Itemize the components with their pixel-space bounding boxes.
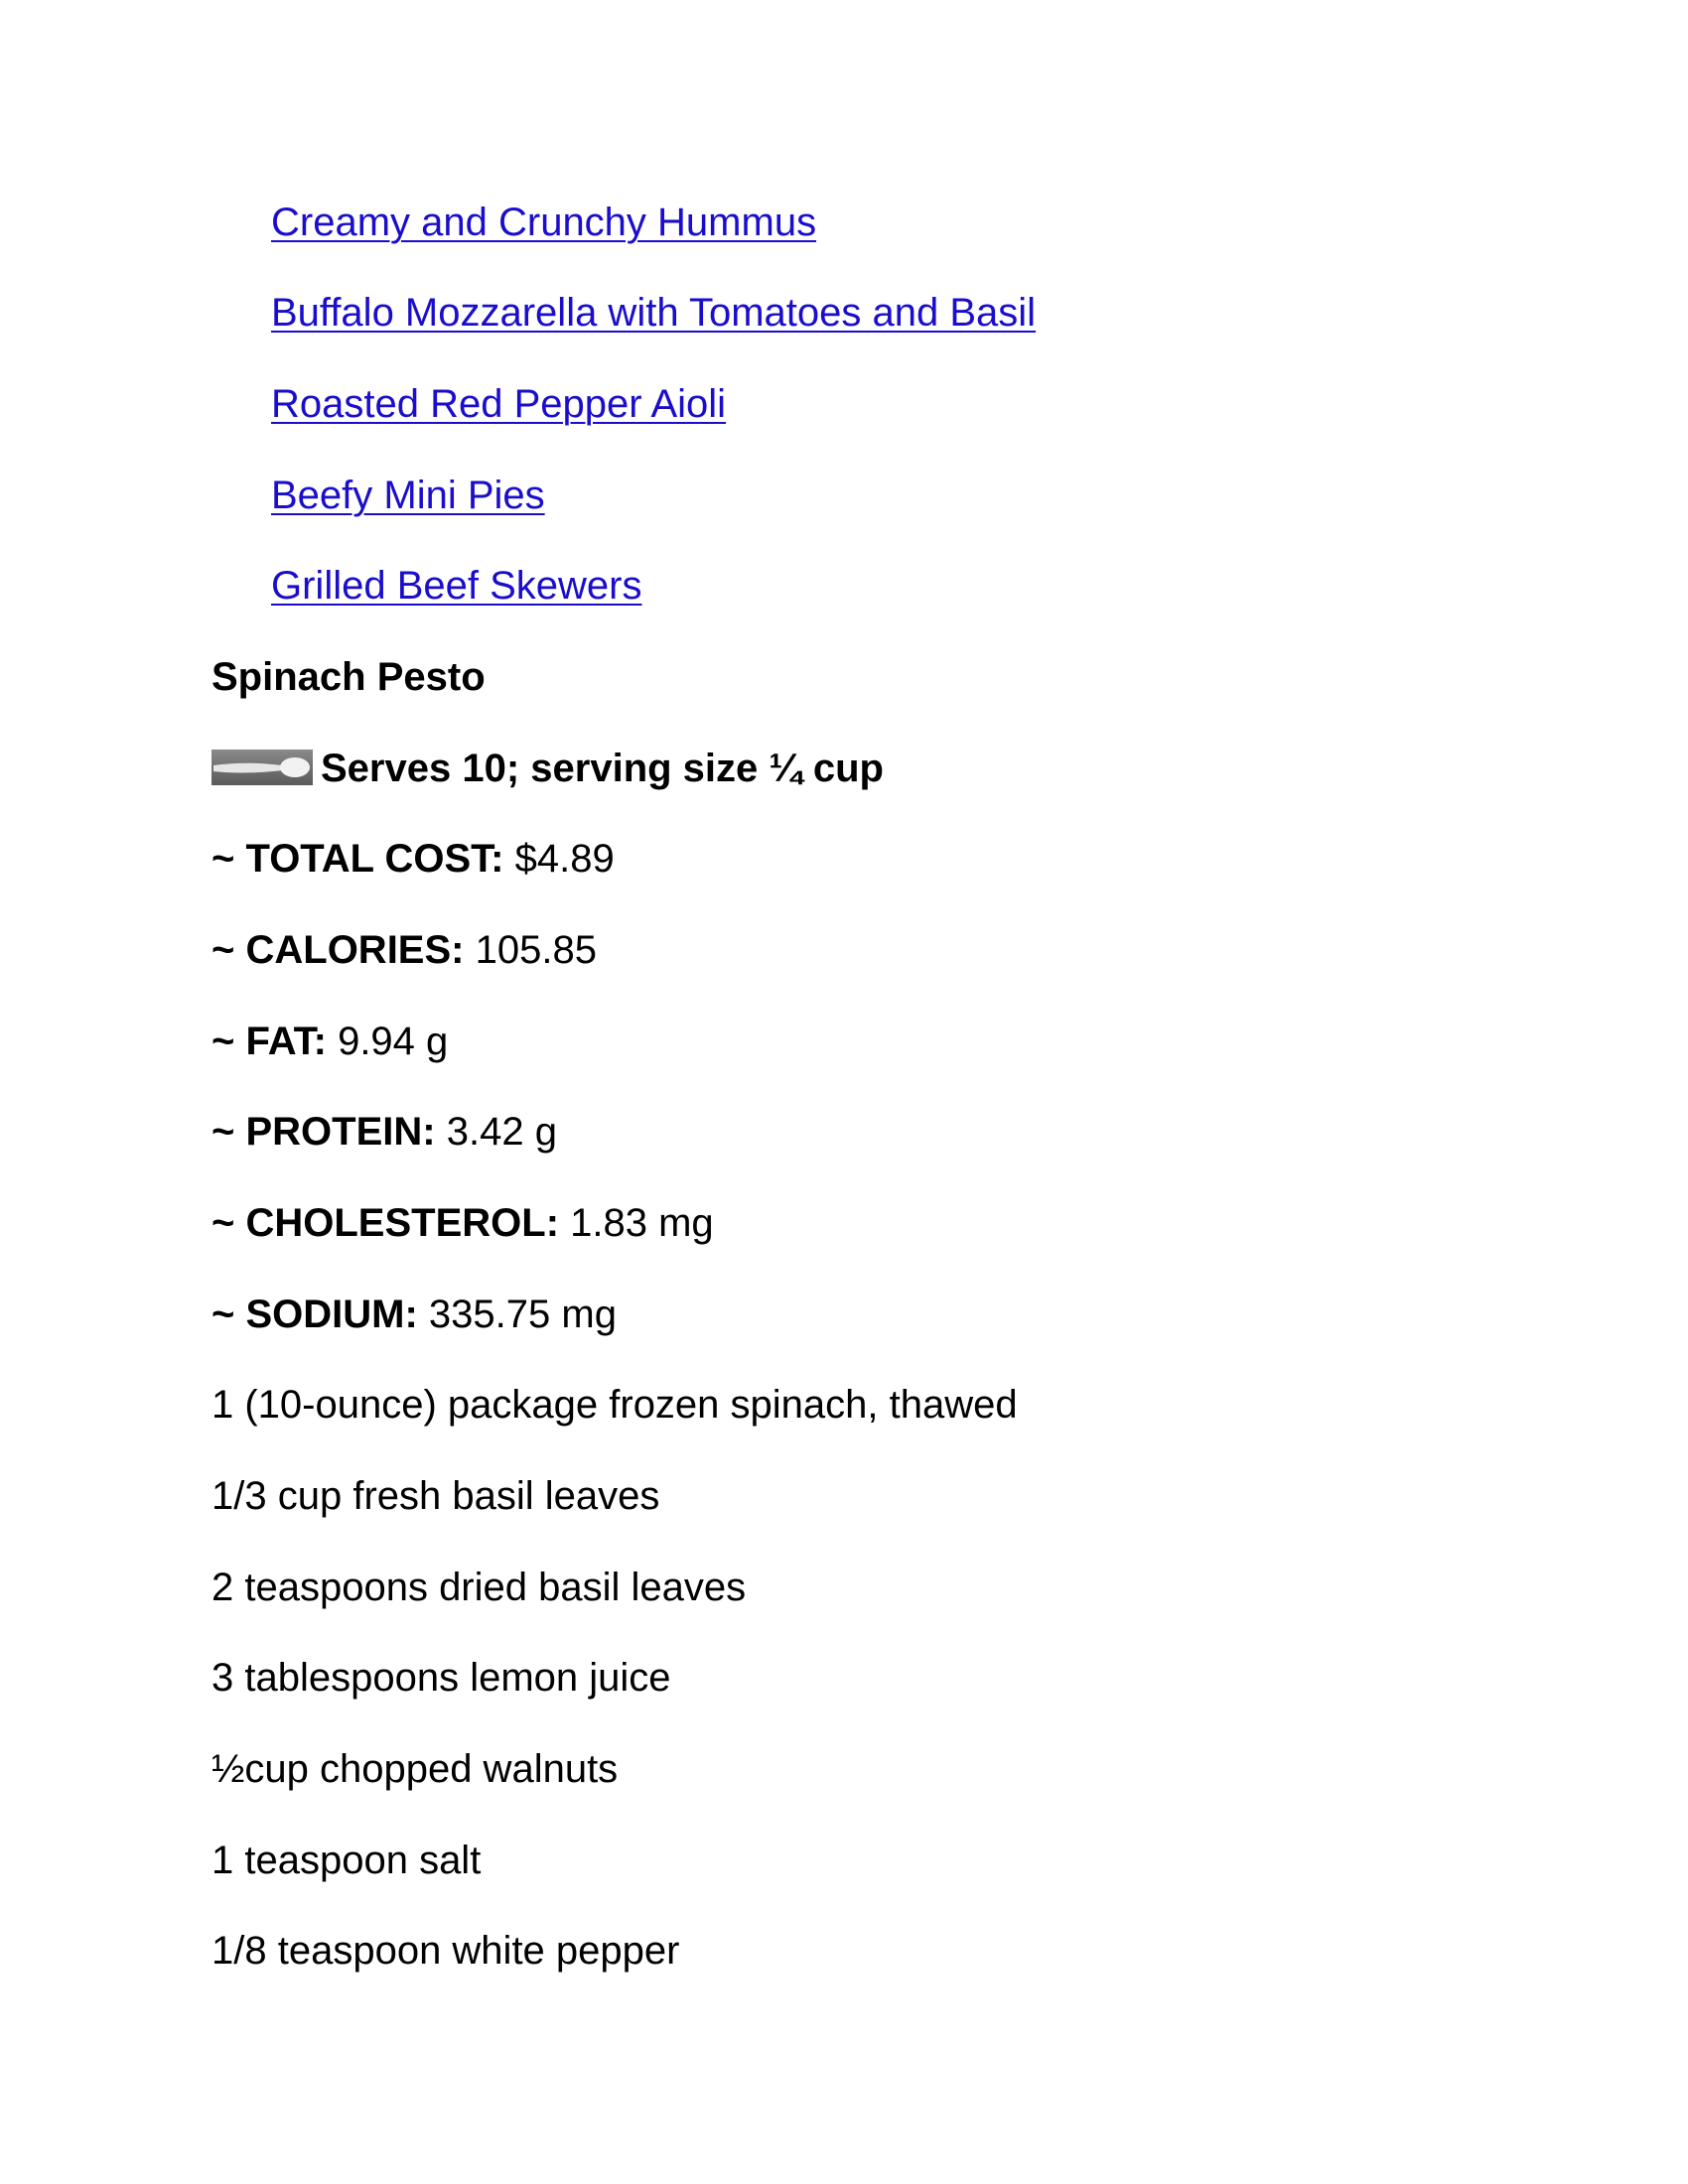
recipe-link-mozzarella[interactable]: Buffalo Mozzarella with Tomatoes and Basil <box>271 291 1037 335</box>
recipe-link-aioli[interactable]: Roasted Red Pepper Aioli <box>271 382 727 426</box>
ingredient-item: ½cup chopped walnuts <box>211 1747 619 1791</box>
nutrition-value: 3.42 g <box>435 1110 557 1154</box>
nutrition-label: CHOLESTEROL: <box>245 1201 560 1245</box>
ingredient-item: 2 teaspoons dried basil leaves <box>211 1566 747 1609</box>
nutrition-calories <box>211 926 597 974</box>
nutrition-prefix: ~ <box>211 1293 246 1336</box>
recipe-title: Spinach Pesto <box>211 655 486 699</box>
link-item <box>271 199 816 246</box>
ingredient-item: 1/3 cup fresh basil leaves <box>211 1474 660 1518</box>
nutrition-label: TOTAL COST: <box>245 837 504 881</box>
nutrition-value: $4.89 <box>503 837 615 881</box>
link-item <box>271 380 726 428</box>
nutrition-label: PROTEIN: <box>245 1110 436 1154</box>
recipe-link-hummus[interactable]: Creamy and Crunchy Hummus <box>271 201 817 244</box>
ingredient-item: 1 teaspoon salt <box>211 1839 482 1882</box>
spoon-icon <box>211 749 313 784</box>
nutrition-value: 1.83 mg <box>559 1201 714 1245</box>
serves-line <box>211 745 884 792</box>
nutrition-total-cost <box>211 835 615 883</box>
ingredient-item: 3 tablespoons lemon juice <box>211 1656 671 1700</box>
nutrition-prefix: ~ <box>211 928 246 972</box>
nutrition-sodium <box>211 1291 617 1338</box>
nutrition-value: 335.75 mg <box>417 1293 617 1336</box>
nutrition-label: FAT: <box>245 1020 327 1063</box>
nutrition-prefix: ~ <box>211 1201 246 1245</box>
recipe-link-beef-skewers[interactable]: Grilled Beef Skewers <box>271 564 642 608</box>
nutrition-label: CALORIES: <box>245 928 465 972</box>
nutrition-fat <box>211 1018 448 1065</box>
nutrition-protein <box>211 1108 557 1156</box>
nutrition-value: 105.85 <box>464 928 597 972</box>
nutrition-label: SODIUM: <box>245 1293 418 1336</box>
nutrition-value: 9.94 g <box>326 1020 449 1063</box>
nutrition-cholesterol <box>211 1199 714 1247</box>
link-item <box>271 562 641 610</box>
nutrition-prefix: ~ <box>211 837 246 881</box>
nutrition-prefix: ~ <box>211 1110 246 1154</box>
link-item <box>271 472 545 519</box>
ingredient-item: 1 (10-ounce) package frozen spinach, thawed <box>211 1383 1018 1427</box>
serves-text: Serves 10; serving size ¼ cup <box>321 747 884 790</box>
recipe-link-mini-pies[interactable]: Beefy Mini Pies <box>271 474 545 517</box>
link-item <box>271 289 1036 337</box>
ingredient-item: 1/8 teaspoon white pepper <box>211 1929 680 1973</box>
nutrition-prefix: ~ <box>211 1020 246 1063</box>
